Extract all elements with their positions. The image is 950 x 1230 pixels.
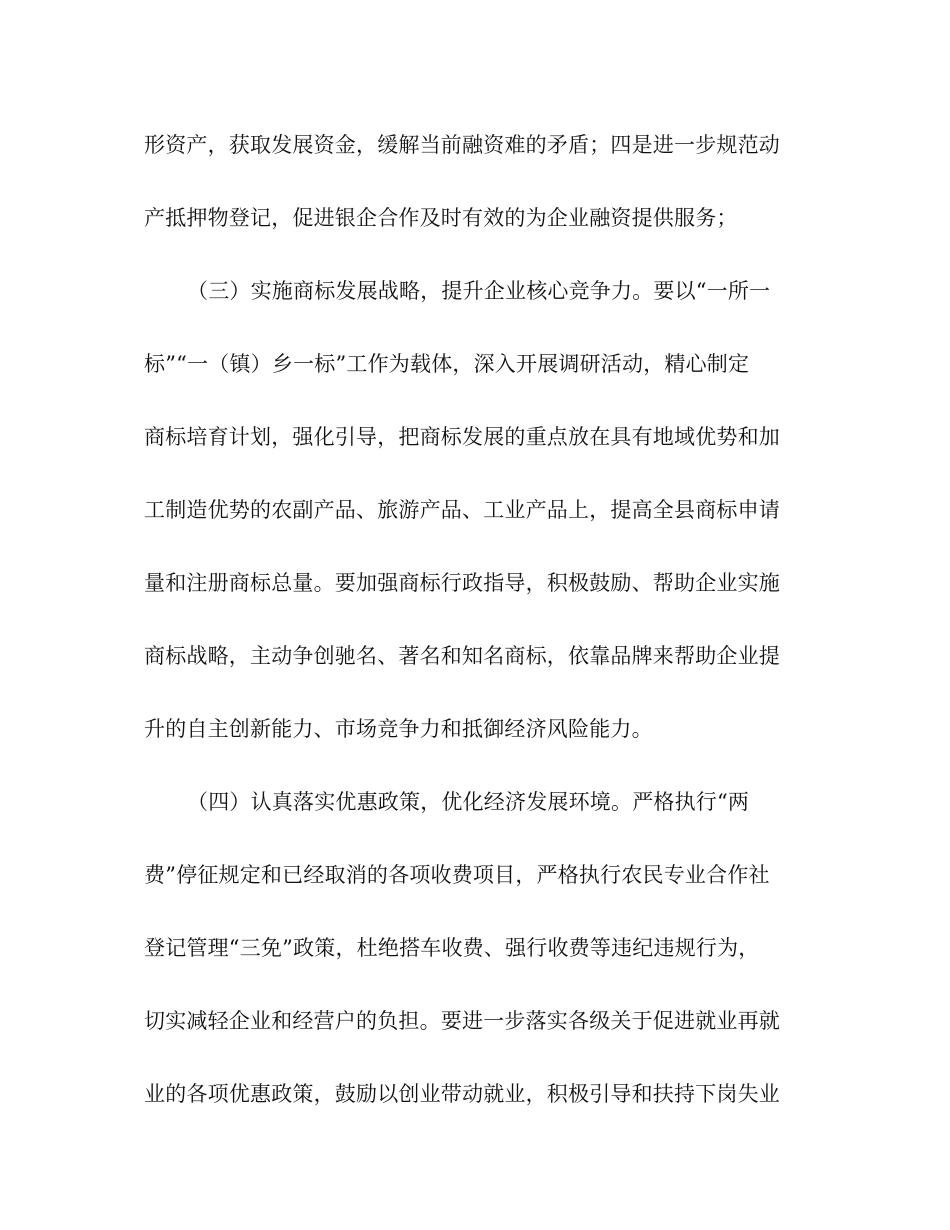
paragraph-start-line: （三）实施商标发展战略，提升企业核心竞争力。要以“一所一 xyxy=(187,279,771,303)
paragraph-start-line: （四）认真落实优惠政策，优化经济发展环境。严格执行“两 xyxy=(187,790,750,814)
text-line: 量和注册商标总量。要加强商标行政指导，积极鼓励、帮助企业实施 xyxy=(144,571,780,595)
text-line: 工制造优势的农副产品、旅游产品、工业产品上，提高全县商标申请 xyxy=(144,498,780,522)
text-line: 登记管理“三免”政策，杜绝搭车收费、强行收费等违纪违规行为， xyxy=(144,936,760,960)
body-text xyxy=(144,118,808,1140)
text-line: 形资产，获取发展资金，缓解当前融资难的矛盾；四是进一步规范动 xyxy=(144,133,780,157)
text-line: 商标培育计划，强化引导，把商标发展的重点放在具有地域优势和加 xyxy=(144,425,780,449)
text-line: 升的自主创新能力、市场竞争力和抵御经济风险能力。 xyxy=(144,717,653,741)
text-line: 费”停征规定和已经取消的各项收费项目，严格执行农民专业合作社 xyxy=(144,863,770,887)
text-line: 业的各项优惠政策，鼓励以创业带动就业，积极引导和扶持下岗失业 xyxy=(144,1082,780,1106)
text-line: 切实减轻企业和经营户的负担。要进一步落实各级关于促进就业再就 xyxy=(144,1009,780,1033)
text-line: 标”“一（镇）乡一标”工作为载体，深入开展调研活动，精心制定 xyxy=(144,352,750,376)
text-line: 商标战略，主动争创驰名、著名和知名商标，依靠品牌来帮助企业提 xyxy=(144,644,780,668)
text-line: 产抵押物登记，促进银企合作及时有效的为企业融资提供服务； xyxy=(144,206,738,230)
